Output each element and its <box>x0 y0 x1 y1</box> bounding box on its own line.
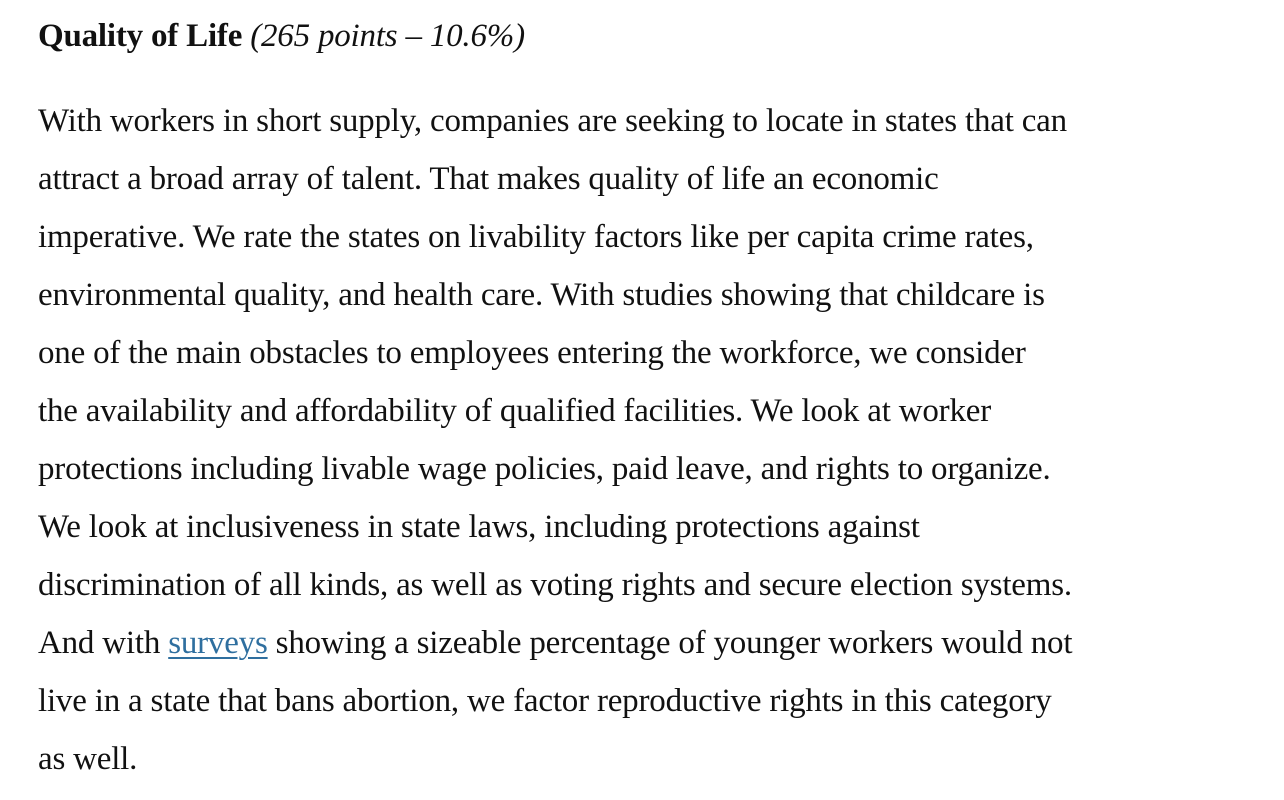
paragraph-line: the availability and affordability of qualified facilities. We look at worker <box>38 393 991 429</box>
section-heading <box>38 14 1254 58</box>
paragraph-line: imperative. We rate the states on livability factors like per capita crime rates, <box>38 219 1034 255</box>
paragraph-line: one of the main obstacles to employees entering the workforce, we consider <box>38 335 1026 371</box>
paragraph-line: live in a state that bans abortion, we factor reproductive rights in this category <box>38 683 1052 719</box>
paragraph-line: attract a broad array of talent. That makes quality of life an economic <box>38 161 939 197</box>
section-subtitle: (265 points – 10.6%) <box>250 18 525 54</box>
paragraph-line: environmental quality, and health care. With studies showing that childcare is <box>38 277 1045 313</box>
surveys-link[interactable]: surveys <box>168 625 268 661</box>
line-text-after-link: showing a sizeable percentage of younger workers would not <box>267 625 1073 661</box>
paragraph-line: discrimination of all kinds, as well as voting rights and secure election systems. <box>38 567 1072 603</box>
paragraph-line: as well. <box>38 741 138 777</box>
paragraph-line-with-link <box>38 614 1258 672</box>
line-text-before-link: And with <box>38 625 169 661</box>
body-paragraph <box>38 92 1258 788</box>
paragraph-line: protections including livable wage policies, paid leave, and rights to organize. <box>38 451 1051 487</box>
section-title: Quality of Life <box>38 18 243 54</box>
paragraph-line: We look at inclusiveness in state laws, including protections against <box>38 509 920 545</box>
paragraph-line: With workers in short supply, companies are seeking to locate in states that can <box>38 103 1067 139</box>
